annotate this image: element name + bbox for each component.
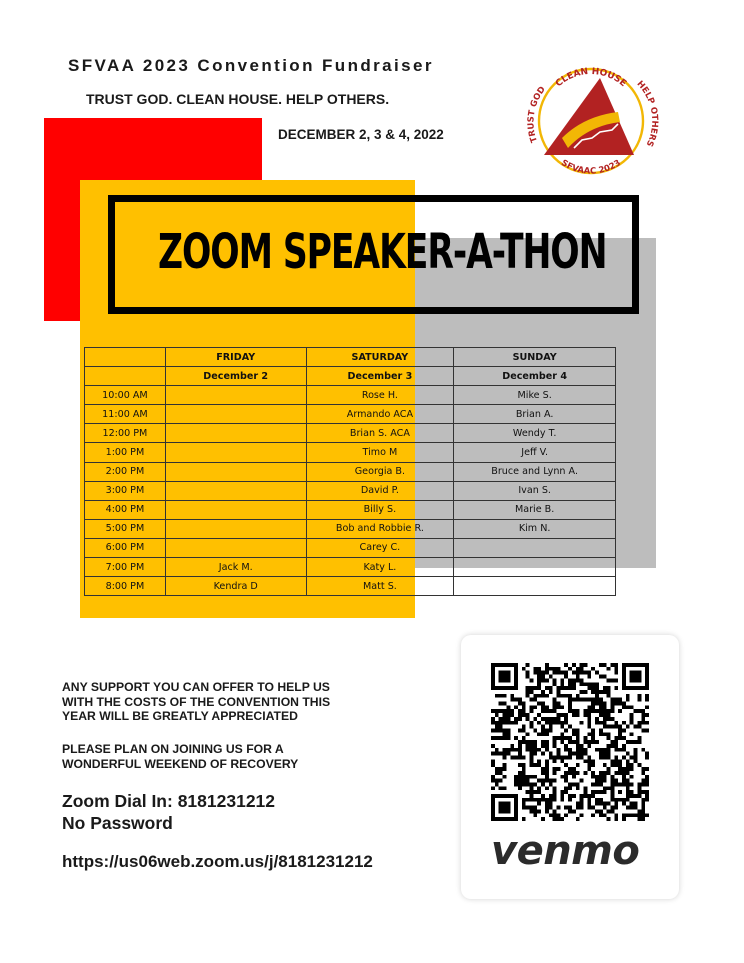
sunday-cell [454,558,616,577]
friday-cell [165,481,306,500]
table-row [85,500,616,519]
banner-title: ZOOM SPEAKER-A-THON [158,224,607,280]
table-row [85,405,616,424]
time-cell: 2:00 PM [85,462,166,481]
time-cell: 5:00 PM [85,519,166,538]
friday-cell [165,538,306,557]
header-blank [85,367,166,386]
time-cell: 6:00 PM [85,538,166,557]
saturday-cell: Rose H. [306,386,454,405]
zoom-dial-in: Zoom Dial In: 8181231212 [62,791,276,811]
sfvaac-logo [522,52,660,190]
page-title: SFVAA 2023 Convention Fundraiser [68,56,434,75]
support-line: ANY SUPPORT YOU CAN OFFER TO HELP US [62,680,330,694]
saturday-cell: Katy L. [306,558,454,577]
header-friday-date: December 2 [165,367,306,386]
sunday-cell: Wendy T. [454,424,616,443]
saturday-cell: Armando ACA [306,405,454,424]
plan-line: WONDERFUL WEEKEND OF RECOVERY [62,756,299,771]
saturday-cell: Billy S. [306,500,454,519]
saturday-cell: Bob and Robbie R. [306,519,454,538]
zoom-password: No Password [62,813,173,833]
sunday-cell [454,577,616,596]
friday-cell [165,443,306,462]
table-row [85,443,616,462]
friday-cell [165,386,306,405]
logo-left-text: TRUST GOD [526,84,548,144]
time-cell: 7:00 PM [85,558,166,577]
logo-bottom-text: SFVAAC 2023 [559,158,623,177]
table-row [85,481,616,500]
sunday-cell: Mike S. [454,386,616,405]
header-saturday-date: December 3 [306,367,454,386]
table-row [85,519,616,538]
header-friday: FRIDAY [165,348,306,367]
svg-text:SFVAAC 2023 [559,158,623,177]
friday-cell [165,519,306,538]
support-line: YEAR WILL BE GREATLY APPRECIATED [62,709,298,723]
sunday-cell: Ivan S. [454,481,616,500]
table-row [85,577,616,596]
header-sunday-date: December 4 [454,367,616,386]
zoom-link[interactable]: https://us06web.zoom.us/j/8181231212 [62,852,373,871]
friday-cell [165,462,306,481]
day-header-row [85,348,616,367]
svg-text:HELP OTHERS [635,79,660,148]
friday-cell: Kendra D [165,577,306,596]
venmo-wordmark: venmo [491,828,640,874]
sunday-cell: Kim N. [454,519,616,538]
zoom-info [62,790,275,834]
time-cell: 11:00 AM [85,405,166,424]
plan-message [62,742,422,771]
time-cell: 12:00 PM [85,424,166,443]
plan-line: PLEASE PLAN ON JOINING US FOR A [62,742,284,756]
table-row [85,462,616,481]
time-cell: 10:00 AM [85,386,166,405]
sunday-cell: Jeff V. [454,443,616,462]
friday-cell [165,500,306,519]
saturday-cell: Timo M [306,443,454,462]
venmo-qr-code-icon[interactable] [491,663,649,821]
saturday-cell: David P. [306,481,454,500]
header-sunday: SUNDAY [454,348,616,367]
time-cell: 8:00 PM [85,577,166,596]
saturday-cell: Georgia B. [306,462,454,481]
saturday-cell: Carey C. [306,538,454,557]
svg-text:CLEAN HOUSE [554,67,628,89]
friday-cell: Jack M. [165,558,306,577]
support-line: WITH THE COSTS OF THE CONVENTION THIS [62,694,331,709]
header-saturday: SATURDAY [306,348,454,367]
time-cell: 4:00 PM [85,500,166,519]
sunday-cell [454,538,616,557]
friday-cell [165,424,306,443]
logo-right-text: HELP OTHERS [634,79,660,149]
speaker-schedule-table [84,347,616,596]
date-header-row [85,367,616,386]
event-dates: DECEMBER 2, 3 & 4, 2022 [278,127,444,142]
svg-text:TRUST GOD [526,85,547,144]
logo-top-text: CLEAN HOUSE [554,66,628,90]
friday-cell [165,405,306,424]
sunday-cell: Bruce and Lynn A. [454,462,616,481]
header-blank [85,348,166,367]
saturday-cell: Matt S. [306,577,454,596]
sunday-cell: Marie B. [454,500,616,519]
support-message [62,680,422,724]
time-cell: 3:00 PM [85,481,166,500]
table-row [85,558,616,577]
table-row [85,538,616,557]
sunday-cell: Brian A. [454,405,616,424]
time-cell: 1:00 PM [85,443,166,462]
saturday-cell: Brian S. ACA [306,424,454,443]
table-row [85,424,616,443]
table-row [85,386,616,405]
tagline: TRUST GOD. CLEAN HOUSE. HELP OTHERS. [86,91,390,107]
